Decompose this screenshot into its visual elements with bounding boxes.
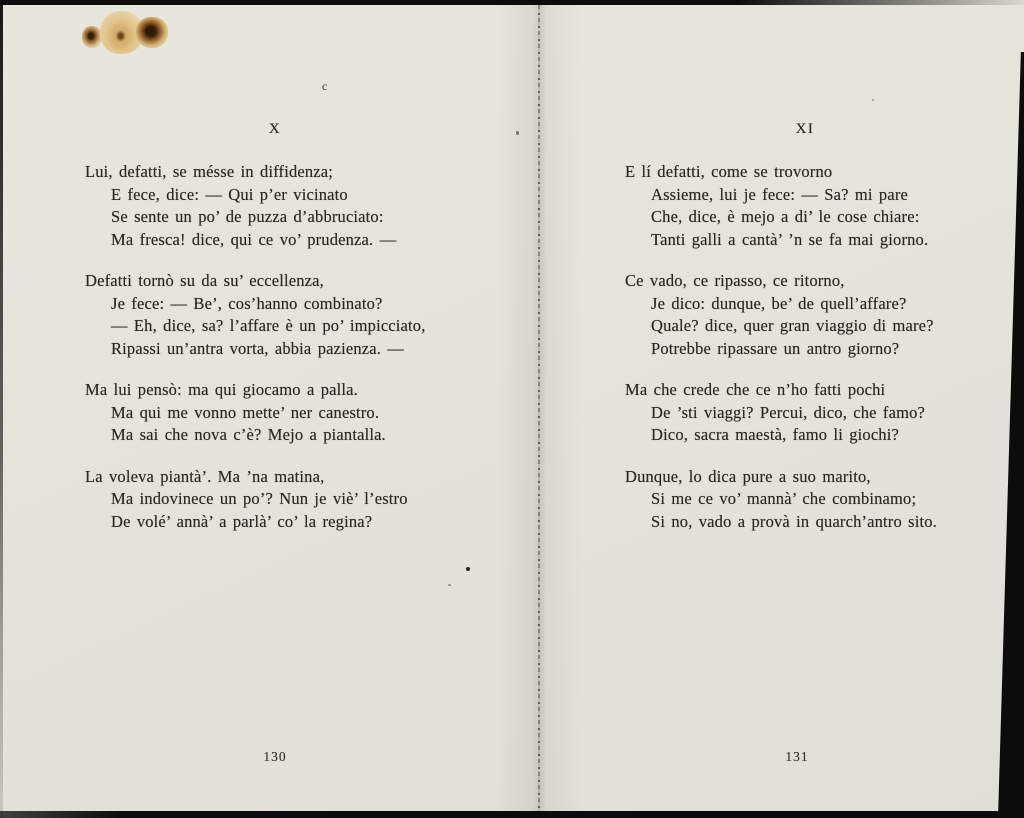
- verse-line: E lí defatti, come se trovorno: [625, 162, 833, 181]
- verse-line: Ma fresca! dice, qui ce vo’ prudenza. —: [111, 229, 397, 249]
- stanza: [625, 379, 1015, 447]
- verse-line: Ma sai che nova c’è? Mejo a piantalla.: [111, 425, 386, 444]
- verse-line: Si me ce vo’ mannà’ che combinamo;: [651, 489, 917, 508]
- verse-line: E fece, dice: — Qui p’er vicinato: [111, 184, 348, 204]
- stanza: [85, 161, 525, 251]
- verse-line: Je fece: — Be’, cos’hanno combinato?: [111, 293, 383, 313]
- stanza: [85, 379, 525, 447]
- stanza: [625, 466, 1015, 534]
- verse-line: Potrebbe ripassare un antro giorno?: [651, 338, 900, 358]
- verse-line: Je dico: dunque, be’ de quell’affare?: [651, 293, 907, 313]
- verse-line: De ’sti viaggi? Percui, dico, che famo?: [651, 402, 925, 422]
- page-gutter: [538, 0, 540, 811]
- scan-edge-bottom: [0, 811, 1024, 818]
- stanza: [85, 270, 525, 360]
- verse-line: Ma che crede che ce n’ho fatti pochi: [625, 380, 886, 399]
- verse-line: Lui, defatti, se mésse in diffidenza;: [85, 162, 334, 181]
- left-page-poem: [85, 161, 525, 552]
- right-page-number: 131: [785, 749, 809, 764]
- verse-line: Defatti tornò su da su’ eccellenza,: [85, 271, 324, 290]
- scan-edge-left: [0, 0, 3, 818]
- verse-line: — Eh, dice, sa? l’affare è un po’ impicciato,: [111, 316, 426, 335]
- stanza: [625, 270, 1015, 360]
- verse-line: Ce vado, ce ripasso, ce ritorno,: [625, 271, 845, 290]
- stray-print-mark: c: [322, 79, 328, 93]
- verse-line: Ripassi un’antra vorta, abbia pazienza. —: [111, 338, 404, 358]
- foxing-stain: [136, 17, 168, 48]
- ink-speck: [516, 131, 519, 135]
- ink-speck: [448, 584, 451, 586]
- verse-line: La voleva piantà’. Ma ’na matina,: [85, 466, 325, 486]
- stanza: [85, 466, 525, 534]
- verse-line: Si no, vado a provà in quarch’antro sito.: [651, 511, 937, 531]
- verse-line: Ma lui pensò: ma qui giocamo a palla.: [85, 380, 358, 399]
- verse-line: Tanti galli a cantà’ ’n se fa mai giorno.: [651, 229, 929, 249]
- foxing-stain: [82, 26, 102, 48]
- right-page-poem: [625, 161, 1015, 552]
- ink-speck: [466, 567, 470, 571]
- stanza: [625, 161, 1015, 251]
- ink-speck: [872, 99, 874, 101]
- left-page-number: 130: [263, 749, 287, 764]
- verse-line: De volé’ annà’ a parlà’ co’ la regina?: [111, 511, 373, 531]
- verse-line: Ma indovinece un po’? Nun je viè’ l’estro: [111, 489, 408, 508]
- left-page-header-numeral: X: [268, 121, 282, 137]
- verse-line: Dico, sacra maestà, famo li giochi?: [651, 425, 899, 444]
- scan-edge-top: [0, 0, 1024, 5]
- verse-line: Assieme, lui je fece: — Sa? mi pare: [651, 184, 908, 204]
- verse-line: Ma qui me vonno mette’ ner canestro.: [111, 402, 380, 422]
- verse-line: Dunque, lo dica pure a suo marito,: [625, 466, 871, 486]
- verse-line: Che, dice, è mejo a di’ le cose chiare:: [651, 207, 920, 226]
- right-page-header-numeral: XI: [795, 121, 815, 137]
- verse-line: Se sente un po’ de puzza d’abbruciato:: [111, 207, 384, 226]
- verse-line: Quale? dice, quer gran viaggio di mare?: [651, 316, 934, 335]
